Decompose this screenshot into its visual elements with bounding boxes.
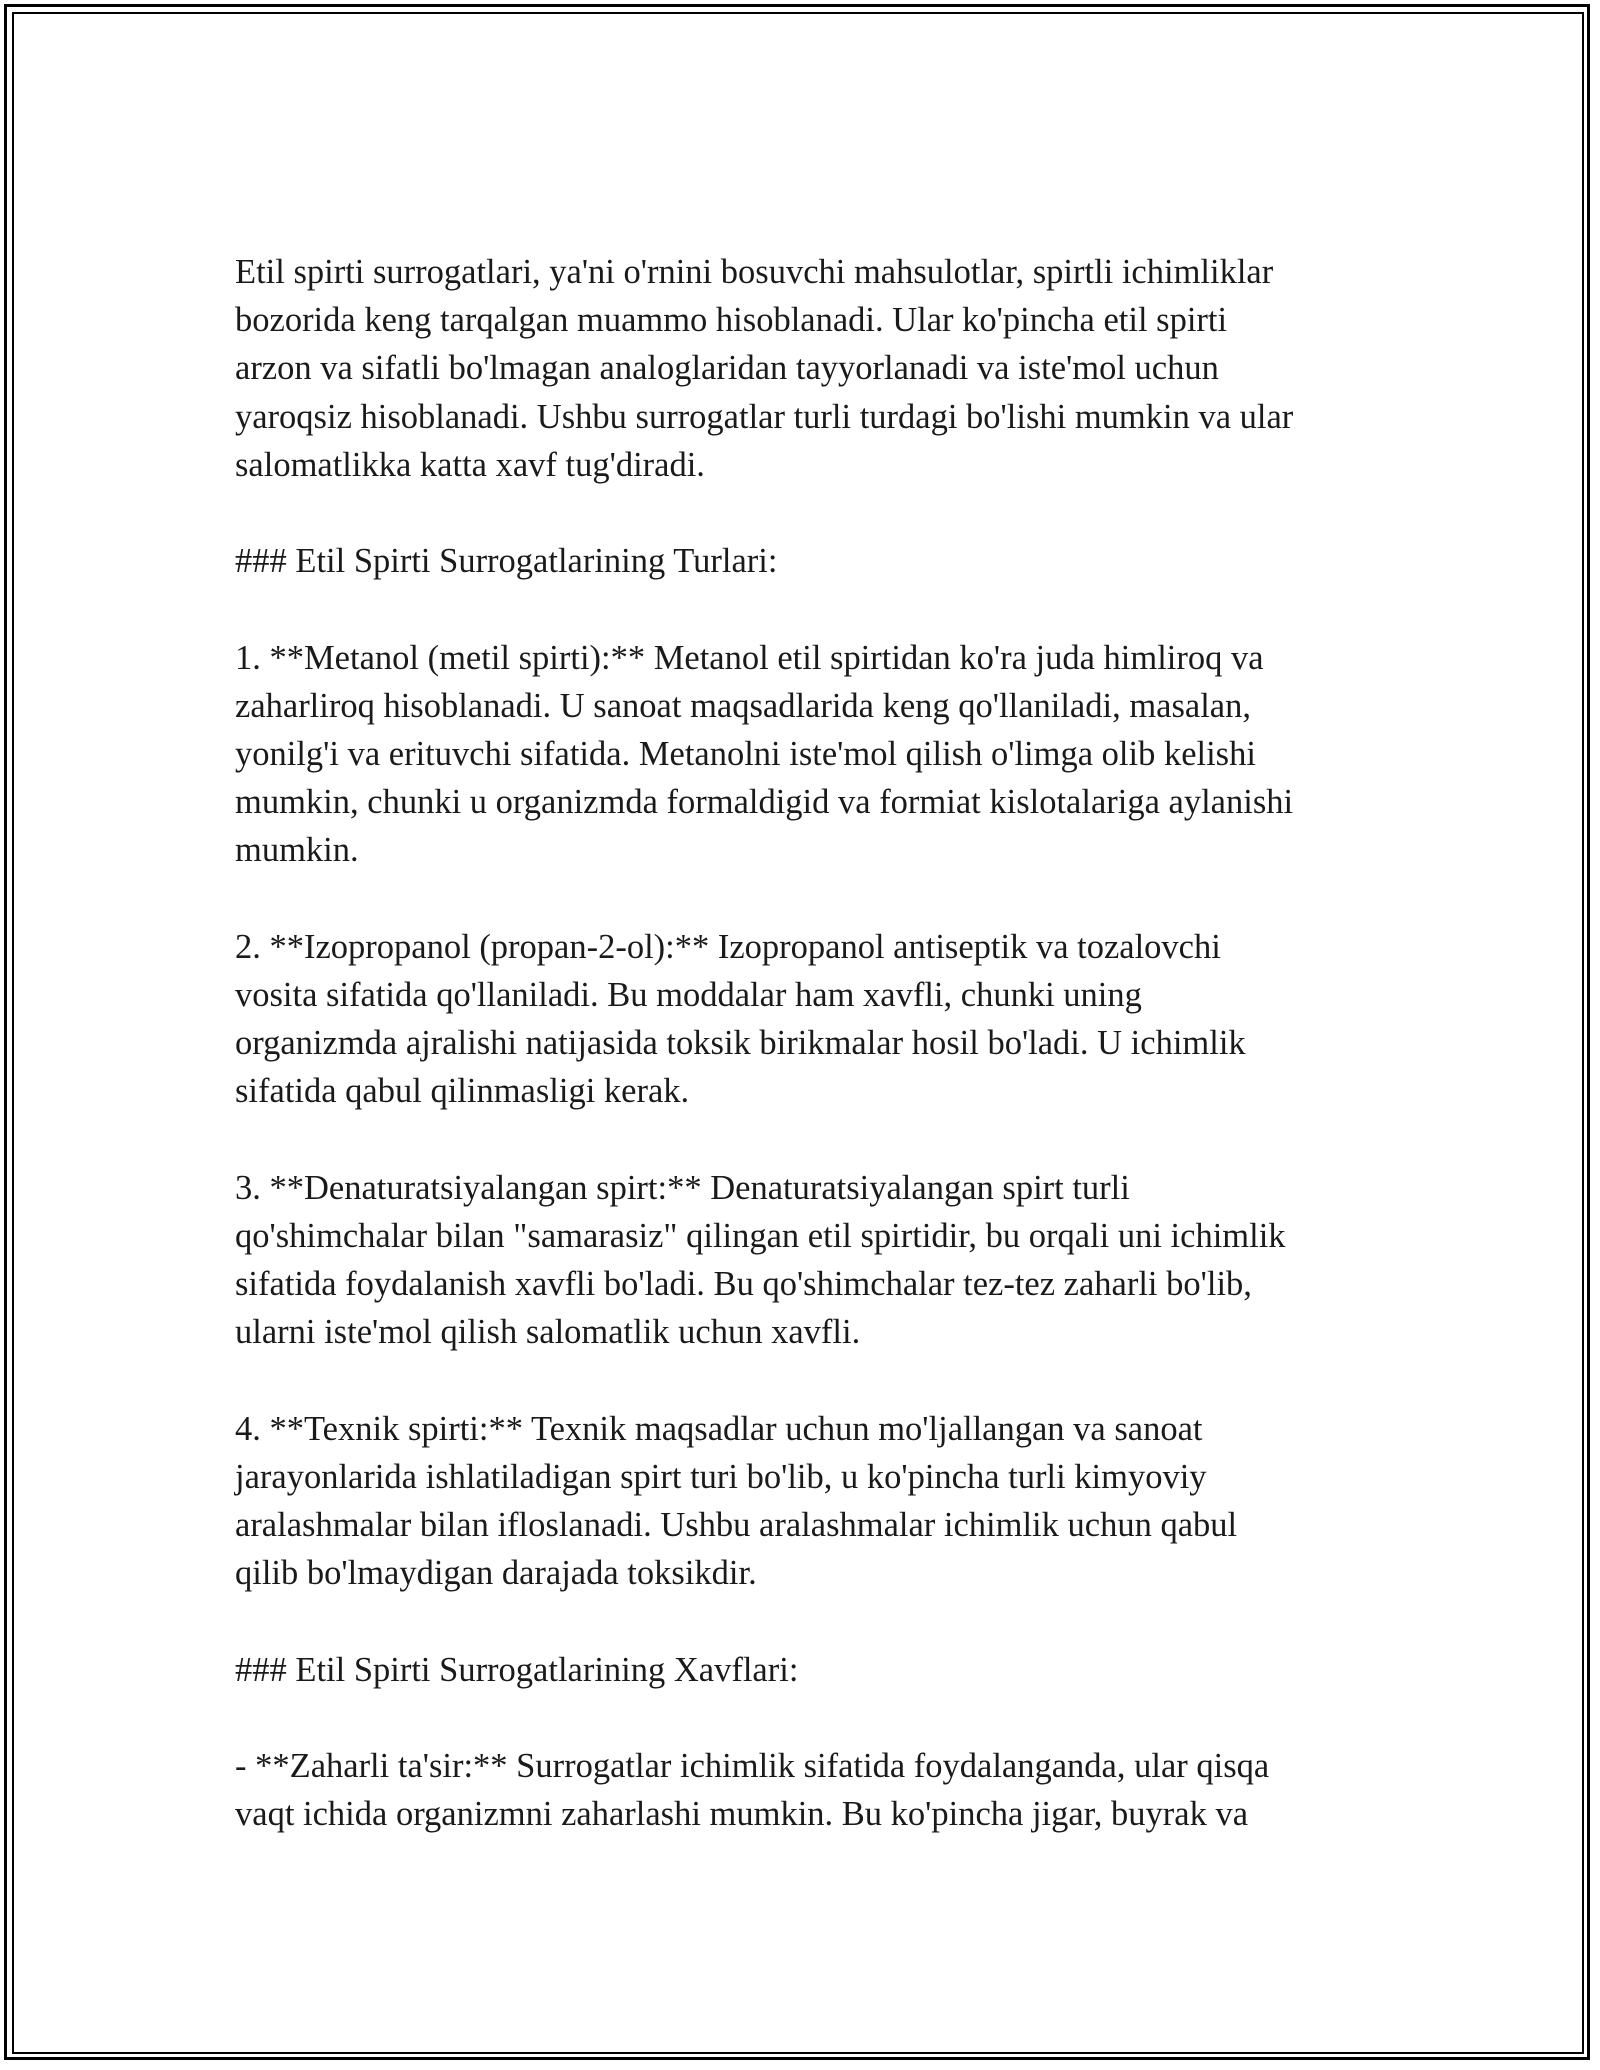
intro-paragraph: Etil spirti surrogatlari, ya'ni o'rnini bosuvchi mahsulotlar, spirtli ichimliklar bozorida keng tarqalgan muammo hisoblanadi. Ular ko'pincha etil spirti arzon va sifatli bo'lmagan analoglaridan tayyorlanadi va iste'mol uchun yaroqsiz hisoblanadi. Ushbu surrogatlar turli turdagi bo'lishi mumkin va ular salomatlikka katta xavf tug'diradi. [235, 253, 1294, 484]
list-item-denatured-spirit: 3. **Denaturatsiyalangan spirt:** Denaturatsiyalangan spirt turli qo'shimchalar bilan "samarasiz" qilingan etil spirtidir, bu orqali uni ichimlik sifatida foydalanish xavfli bo'ladi. Bu qo'shimchalar tez-tez zaharli bo'lib, ularni iste'mol qilish salomatlik uchun xavfli. [235, 1168, 1286, 1352]
section-heading-types: ### Etil Spirti Surrogatlarining Turlari: [235, 542, 778, 581]
bullet-item-toxic-effect: - **Zaharli ta'sir:** Surrogatlar ichimlik sifatida foydalanganda, ular qisqa vaqt ichida organizmni zaharlashi mumkin. Bu ko'pincha jigar, buyrak va [235, 1747, 1270, 1834]
section-heading-dangers: ### Etil Spirti Surrogatlarining Xavflari: [235, 1650, 799, 1689]
list-item-methanol: 1. **Metanol (metil spirti):** Metanol etil spirtidan ko'ra juda himliroq va zaharliroq hisoblanadi. U sanoat maqsadlarida keng qo'llaniladi, masalan, yonilg'i va erituvchi sifatida. Metanolni iste'mol qilish o'limga olib kelishi mumkin, chunki u organizmda formaldigid va formiat kislotalariga aylanishi mumkin. [235, 638, 1294, 870]
document-body [235, 248, 1375, 1887]
list-item-technical-spirit: 4. **Texnik spirti:** Texnik maqsadlar uchun mo'ljallangan va sanoat jarayonlarida ishlatiladigan spirt turi bo'lib, u ko'pincha turli kimyoviy aralashmalar bilan ifloslanadi. Ushbu aralashmalar ichimlik uchun qabul qilib bo'lmaydigan darajada toksikdir. [235, 1409, 1238, 1593]
list-item-isopropanol: 2. **Izopropanol (propan-2-ol):** Izopropanol antiseptik va tozalovchi vosita sifatida qo'llaniladi. Bu moddalar ham xavfli, chunki uning organizmda ajralishi natijasida toksik birikmalar hosil bo'ladi. U ichimlik sifatida qabul qilinmasligi kerak. [235, 927, 1246, 1111]
